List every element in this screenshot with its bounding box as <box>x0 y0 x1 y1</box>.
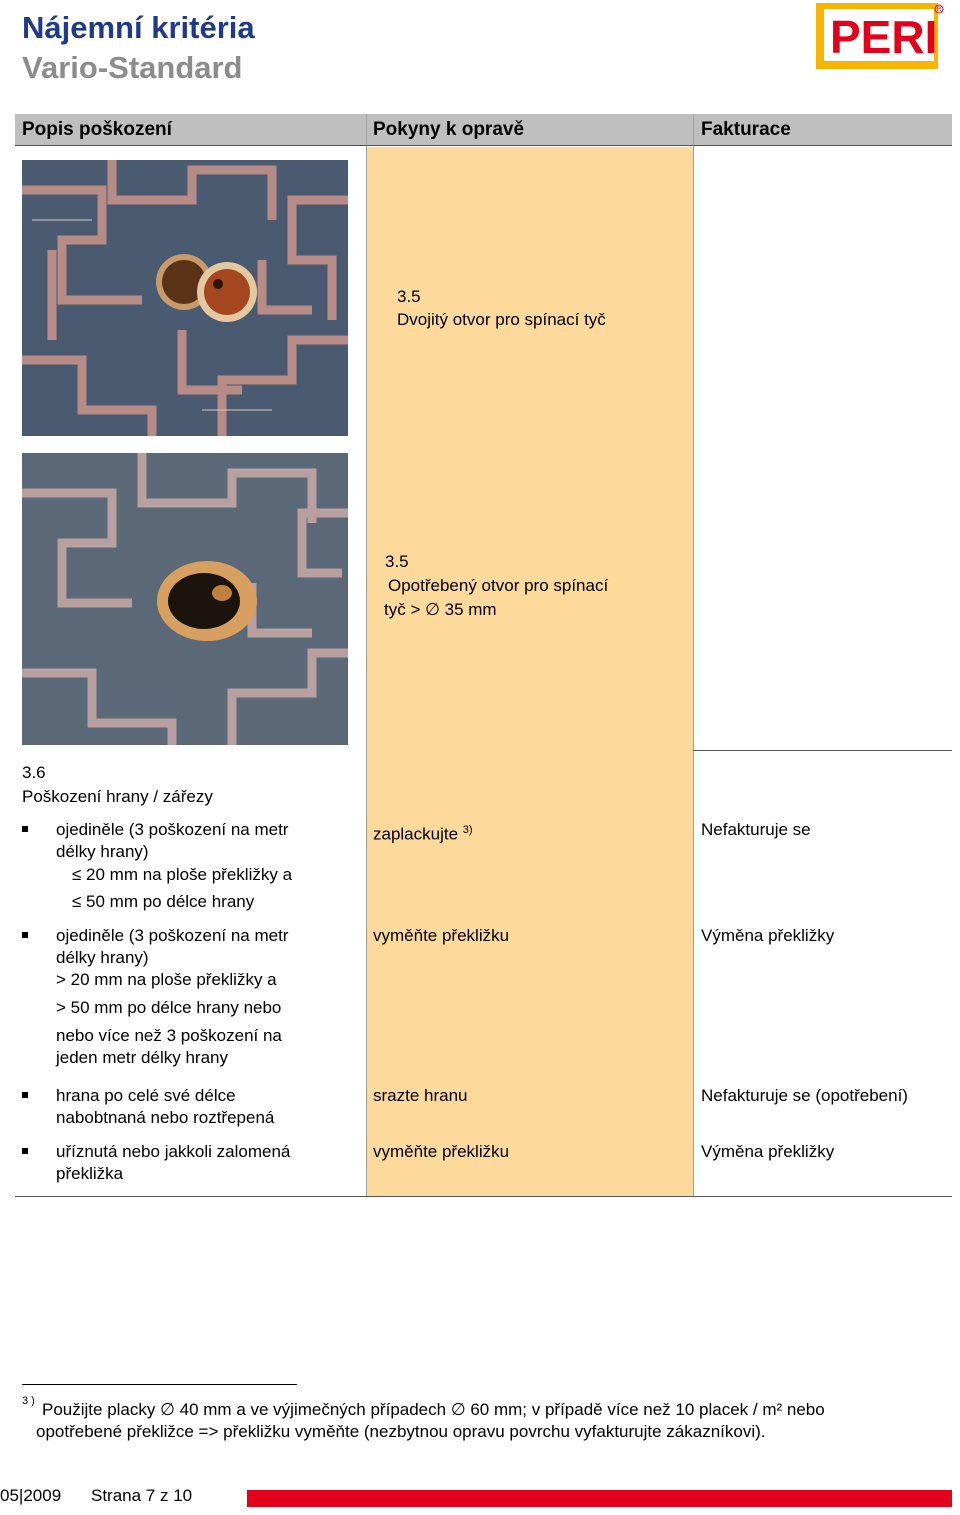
photo-number: 3.5 <box>397 287 421 306</box>
item-description: > 50 mm po délce hrany nebo <box>56 998 282 1017</box>
item-billing: Výměna překližky <box>701 926 835 945</box>
column-header-repair: Pokyny k opravě <box>373 119 525 140</box>
header-rule <box>15 145 952 146</box>
column-header-description: Popis poškození <box>22 119 172 140</box>
page-subtitle: Vario-Standard <box>22 50 243 85</box>
item-description: ≤ 20 mm na ploše překližky a <box>72 865 293 884</box>
photo-number: 3.5 <box>385 552 409 571</box>
photo-caption: tyč > ∅ 35 mm <box>384 600 497 619</box>
item-billing: Nefakturuje se <box>701 820 811 839</box>
bullet-icon <box>22 826 28 832</box>
item-repair: vyměňte překližku <box>373 1142 510 1161</box>
photo-double-hole <box>22 160 348 436</box>
photo-caption: Dvojitý otvor pro spínací tyč <box>397 310 606 329</box>
item-description: překližka <box>56 1164 124 1183</box>
row-rule <box>693 750 952 751</box>
section-number: 3.6 <box>22 763 46 782</box>
item-description: > 20 mm na ploše překližky a <box>56 970 277 989</box>
item-description: ojediněle (3 poškození na metr <box>56 926 289 945</box>
footnote-reference: 3) <box>462 824 473 836</box>
item-repair-text: zaplackujte <box>373 824 459 844</box>
item-repair: srazte hranu <box>373 1086 468 1105</box>
item-repair: vyměňte překližku <box>373 926 510 945</box>
item-repair <box>373 819 473 846</box>
bullet-icon <box>22 1092 28 1098</box>
item-billing: Nefakturuje se (opotřebení) <box>701 1086 908 1105</box>
item-description: ojediněle (3 poškození na metr <box>56 820 289 839</box>
page-title: Nájemní kritéria <box>22 10 255 45</box>
item-description: nebo více než 3 poškození na <box>56 1026 282 1045</box>
item-description: ≤ 50 mm po délce hrany <box>72 892 255 911</box>
bullet-icon <box>22 1148 28 1154</box>
footnote-separator <box>22 1384 297 1385</box>
table-bottom-rule <box>15 1196 952 1197</box>
footer-date: 05|2009 <box>0 1486 62 1505</box>
column-header-billing: Fakturace <box>701 119 791 140</box>
item-description: hrana po celé své délce <box>56 1086 236 1105</box>
footer-page-number: Strana 7 z 10 <box>91 1486 193 1505</box>
peri-logo-text: PERI <box>830 11 938 63</box>
bullet-icon <box>22 932 28 938</box>
item-description: uříznutá nebo jakkoli zalomená <box>56 1142 291 1161</box>
item-description: nabobtnaná nebo roztřepená <box>56 1108 275 1127</box>
item-description: délky hrany) <box>56 842 149 861</box>
photo-caption: Opotřebený otvor pro spínací <box>388 576 609 595</box>
footnote-text: Použijte placky ∅ 40 mm a ve výjimečných případech ∅ 60 mm; v případě více než 10 placek / m² nebo <box>42 1400 825 1419</box>
svg-text:R: R <box>937 7 942 13</box>
column-divider <box>366 114 367 1197</box>
footnote-text: opotřebené překližce => překližku vyměňte (nezbytnou opravu povrchu vyfakturujte zákazníkovi). <box>36 1422 766 1441</box>
section-title: Poškození hrany / zářezy <box>22 787 213 806</box>
item-billing: Výměna překližky <box>701 1142 835 1161</box>
item-description: délky hrany) <box>56 948 149 967</box>
peri-logo <box>816 3 944 69</box>
photo-worn-hole <box>22 453 348 745</box>
footer-brand-bar <box>247 1490 952 1507</box>
item-description: jeden metr délky hrany <box>56 1048 228 1067</box>
footnote-mark: 3 ) <box>22 1395 35 1407</box>
column-divider <box>693 114 694 1197</box>
